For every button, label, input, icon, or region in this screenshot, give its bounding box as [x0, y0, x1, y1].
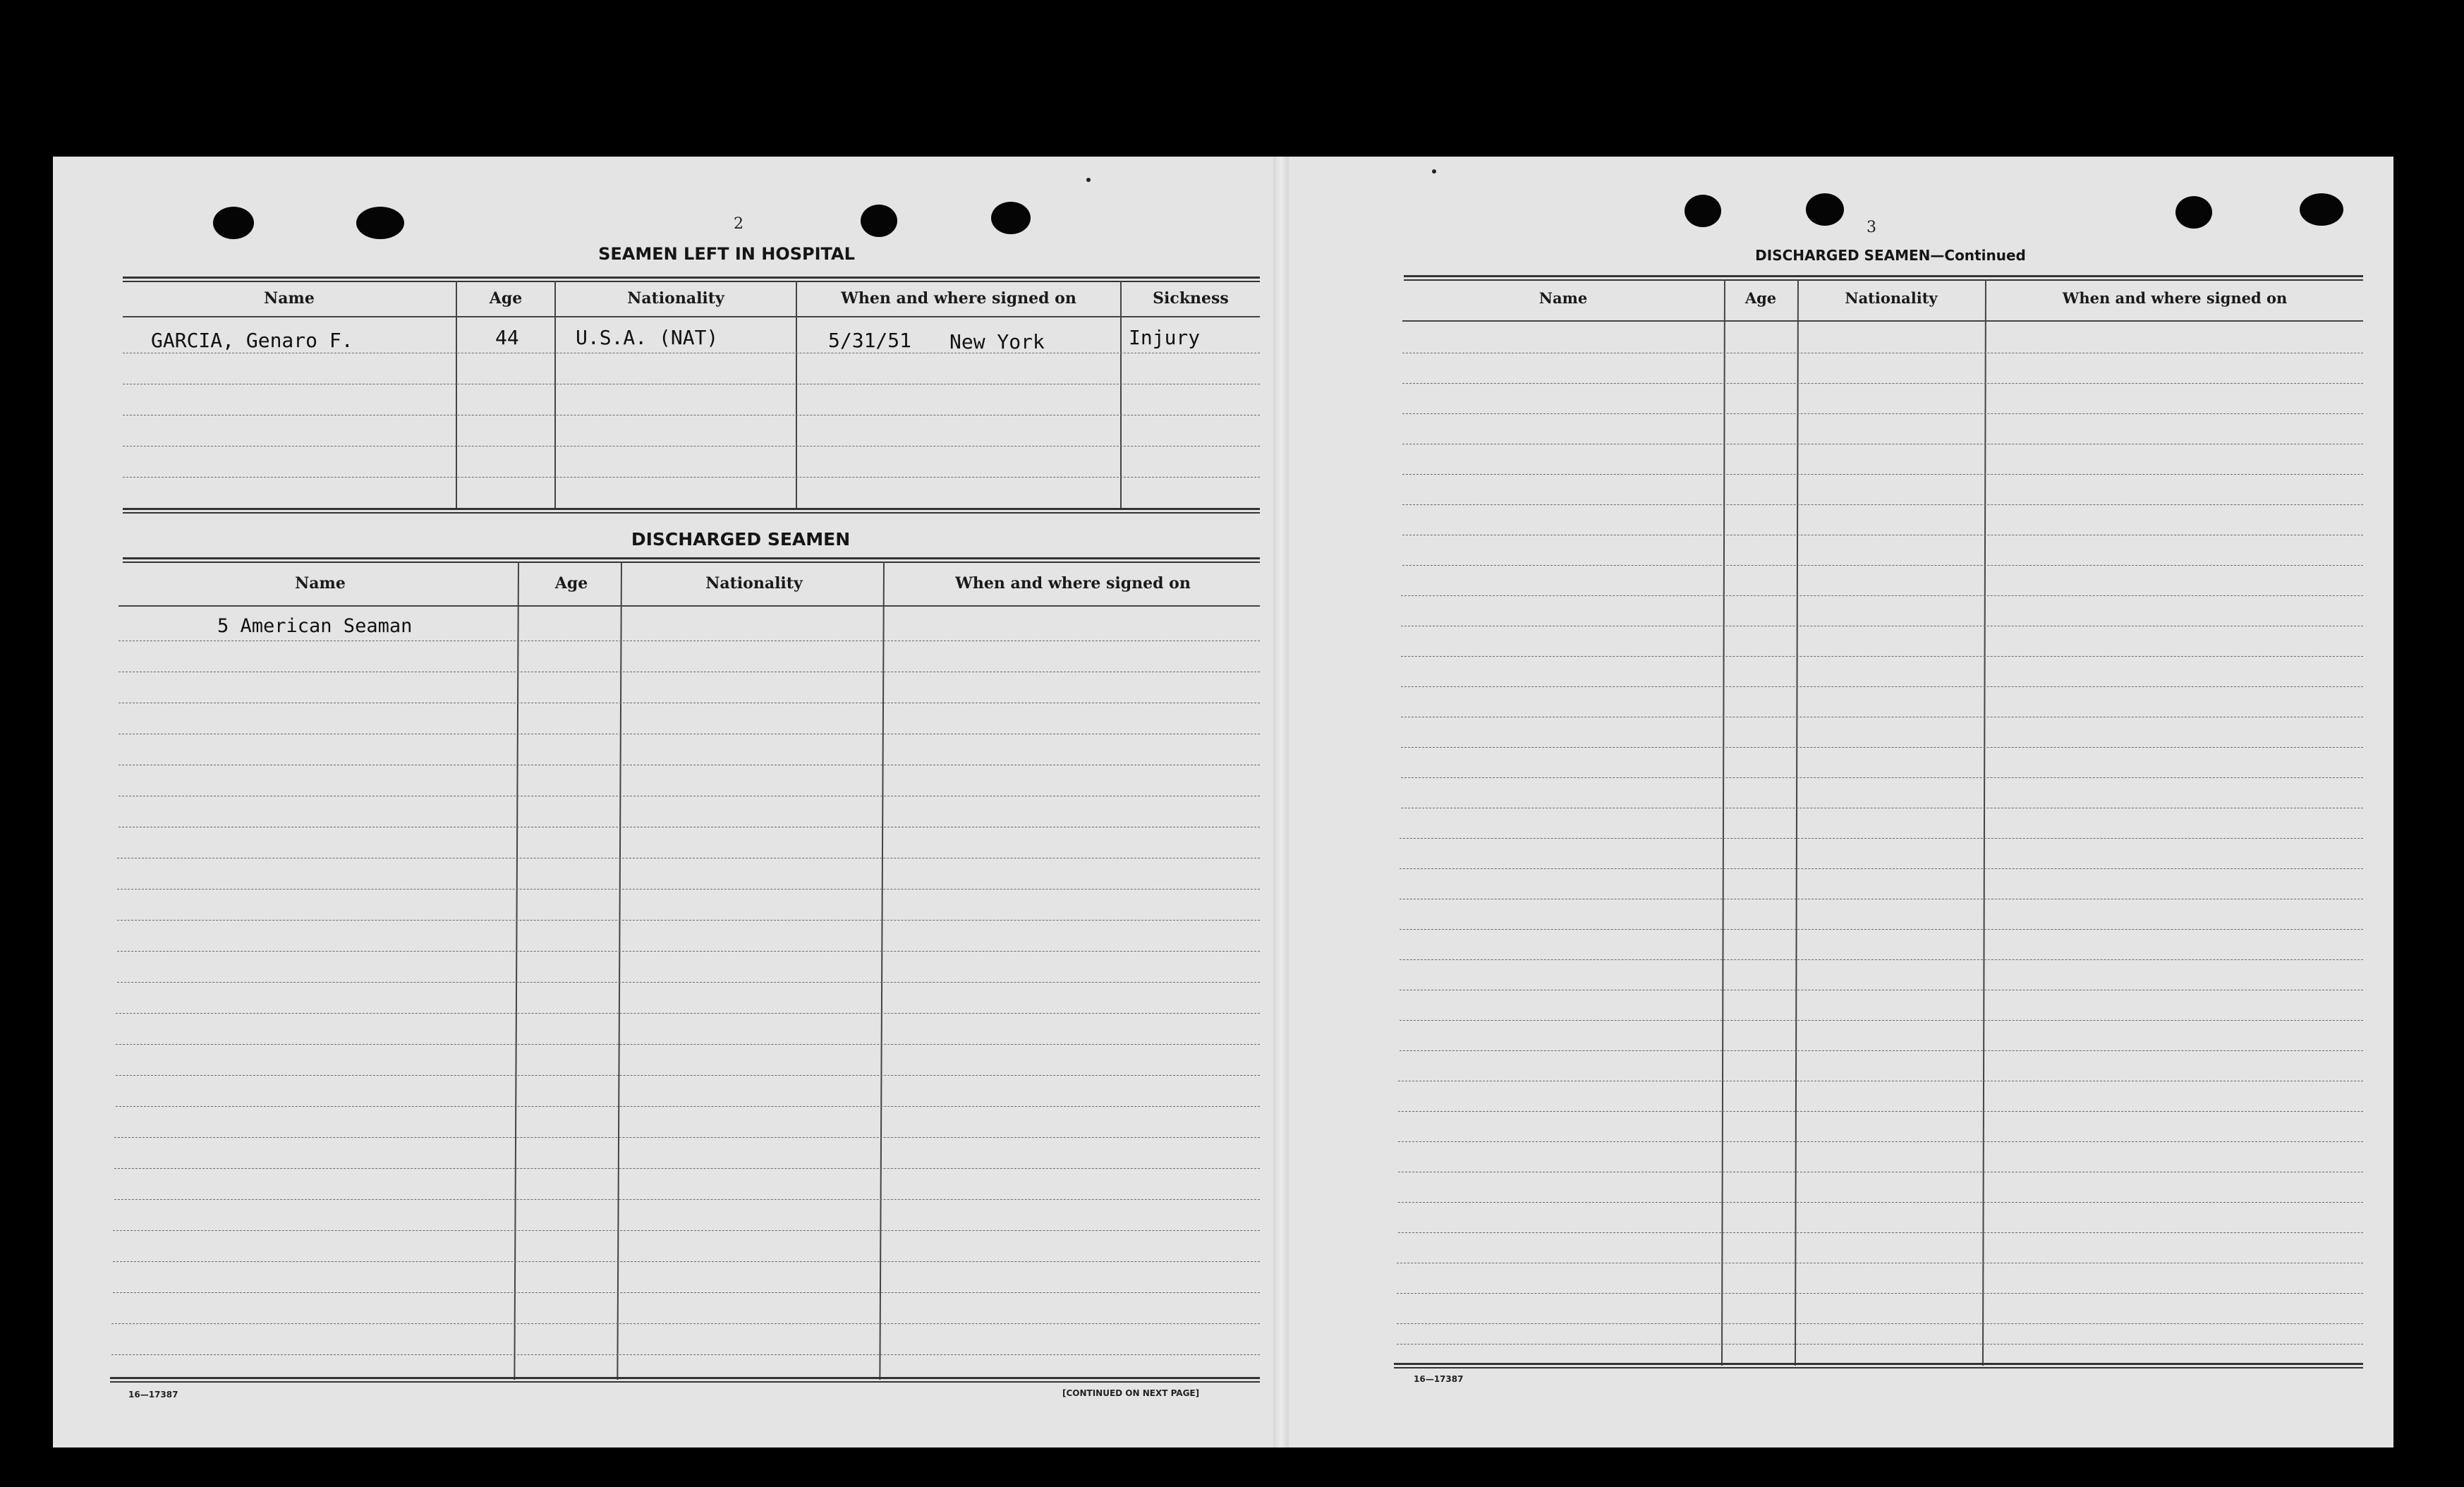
discharged-col-name: Name — [295, 574, 346, 593]
punch-hole — [1806, 193, 1844, 226]
hospital-col-nationality: Nationality — [627, 289, 724, 308]
discharged-col-age: Age — [554, 574, 588, 593]
header-divider — [119, 605, 1260, 607]
discharged-entry: 5 American Seaman — [217, 615, 413, 637]
hospital-col-name: Name — [264, 289, 315, 308]
col-divider — [456, 281, 457, 508]
punch-hole — [213, 207, 254, 239]
header-divider — [1402, 320, 2363, 322]
sickness: Injury — [1129, 326, 1201, 349]
discharged-title: DISCHARGED SEAMEN — [631, 529, 851, 550]
page-number: 3 — [1867, 219, 1876, 236]
discharged-continued-title: DISCHARGED SEAMEN—Continued — [1755, 247, 2026, 264]
form-number: 16—17387 — [1414, 1374, 1464, 1384]
table-top-border — [123, 277, 1260, 282]
continued-note: [CONTINUED ON NEXT PAGE] — [1062, 1388, 1200, 1398]
discharged-col-signed-on: When and where signed on — [955, 574, 1191, 593]
form-number: 16—17387 — [128, 1390, 178, 1400]
hospital-col-sickness: Sickness — [1153, 289, 1229, 308]
signed-on-place: New York — [949, 330, 1045, 353]
right-col-age: Age — [1744, 289, 1777, 307]
hospital-col-signed-on: When and where signed on — [841, 289, 1076, 308]
right-col-name: Name — [1539, 289, 1588, 307]
punch-hole — [2175, 196, 2212, 229]
col-divider — [554, 281, 556, 508]
hospital-col-age: Age — [489, 289, 523, 308]
right-table-top-border — [1404, 275, 2363, 281]
discharged-col-nationality: Nationality — [705, 574, 803, 593]
page-fold — [1273, 157, 1289, 1447]
discharged-bottom-border — [110, 1377, 1260, 1383]
signed-on-date: 5/31/51 — [828, 329, 912, 352]
right-col-signed-on: When and where signed on — [2062, 289, 2288, 307]
col-divider — [1120, 281, 1122, 508]
document-sheet — [53, 157, 2393, 1447]
hospital-bottom-border — [123, 508, 1260, 514]
seaman-name: GARCIA, Genaro F. — [151, 329, 353, 352]
discharged-top-border — [123, 557, 1260, 563]
header-divider — [123, 316, 1260, 317]
right-col-nationality: Nationality — [1845, 289, 1938, 307]
right-table-bottom-border — [1394, 1363, 2363, 1368]
ink-speck — [1086, 178, 1091, 182]
page-number: 2 — [734, 215, 744, 233]
punch-hole — [2300, 193, 2343, 226]
ink-speck — [1432, 169, 1436, 174]
seaman-nationality: U.S.A. (NAT) — [576, 326, 719, 349]
punch-hole — [861, 205, 897, 237]
punch-hole — [356, 207, 404, 239]
punch-hole — [1685, 195, 1721, 227]
hospital-title: SEAMEN LEFT IN HOSPITAL — [598, 244, 855, 264]
col-divider — [796, 281, 797, 508]
punch-hole — [991, 202, 1031, 234]
seaman-age: 44 — [495, 326, 519, 349]
